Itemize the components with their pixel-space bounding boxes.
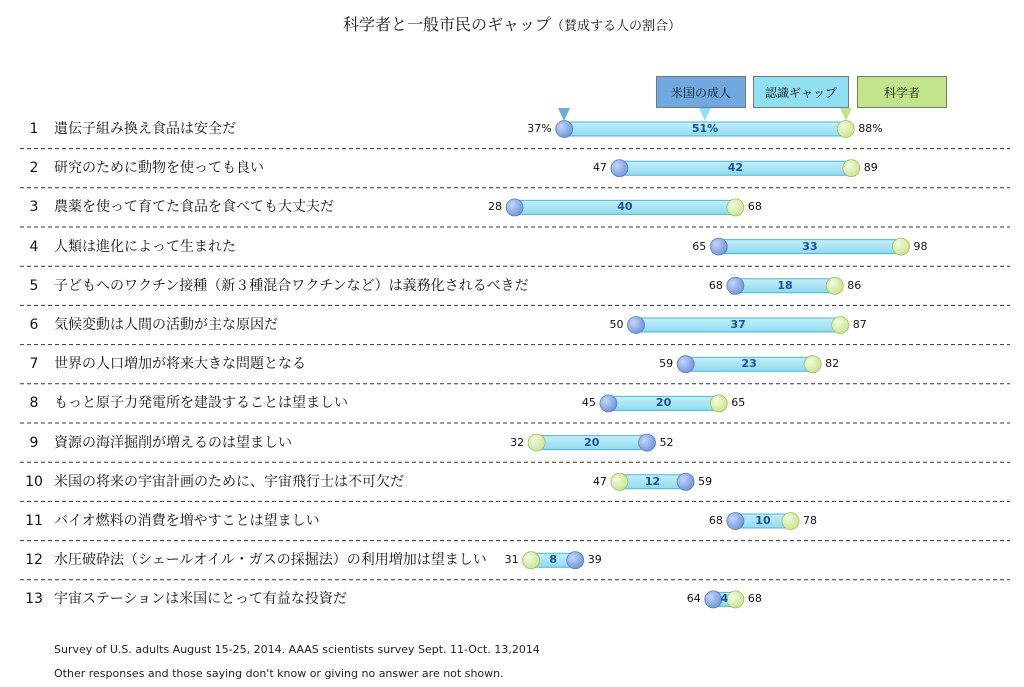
row-label: 宇宙ステーションは米国にとって有益な投資だ xyxy=(54,591,347,608)
gap-value-label: 33 xyxy=(802,239,818,253)
scientist-value-label: 86 xyxy=(847,278,862,292)
row-label: 資源の海洋掘削が増えるのは望ましい xyxy=(54,434,292,451)
row-number: 10 xyxy=(25,473,43,490)
gap-value-label: 8 xyxy=(549,553,558,567)
row-label: 研究のために動物を使っても良い xyxy=(54,160,264,177)
public-value-label: 52 xyxy=(659,435,674,449)
gap-value-label: 18 xyxy=(777,278,793,292)
legend-public: 米国の成人 xyxy=(656,76,746,108)
gap-value-label: 23 xyxy=(741,357,757,371)
row-number: 8 xyxy=(29,395,39,412)
row-number: 9 xyxy=(29,434,39,451)
row-number: 13 xyxy=(25,591,43,608)
scientist-value-label: 88% xyxy=(858,122,883,135)
public-value-label: 68 xyxy=(708,514,723,527)
legend-gap: 認識ギャップ xyxy=(753,76,849,108)
public-value-label: 68 xyxy=(708,278,723,292)
row-label: もっと原子力発電所を建設することは望ましい xyxy=(54,395,348,412)
public-value-label: 28 xyxy=(488,200,503,214)
row-number: 4 xyxy=(29,238,39,255)
row-label: 人類は進化によって生まれた xyxy=(54,238,236,255)
chart-title-main: 科学者と一般市民のギャップ xyxy=(342,15,551,34)
legend-scientists: 科学者 xyxy=(857,76,947,108)
public-value-label: 59 xyxy=(659,357,674,371)
gap-value-label: 51% xyxy=(691,122,719,135)
scientist-value-label: 68 xyxy=(747,200,762,214)
gap-value-label: 12 xyxy=(644,474,661,488)
row-label: バイオ燃料の消費を増やすことは望ましい xyxy=(54,513,320,529)
public-value-label: 50 xyxy=(609,318,624,331)
gap-value-label: 40 xyxy=(617,200,633,214)
row-number: 11 xyxy=(25,513,43,529)
scientist-value-label: 78 xyxy=(803,514,818,527)
public-value-label: 39 xyxy=(587,553,602,567)
public-value-label: 37% xyxy=(527,122,552,135)
gap-value-label: 20 xyxy=(584,435,600,449)
scientist-value-label: 68 xyxy=(747,592,762,606)
public-value-label: 45 xyxy=(581,396,596,410)
public-value-label: 47 xyxy=(592,161,607,175)
footnote-note: Other responses and those saying don't know or giving no answer are not shown. xyxy=(54,667,504,680)
row-number: 5 xyxy=(29,277,39,294)
row-number: 2 xyxy=(29,160,39,177)
chart-title-sub: （賛成する人の割合） xyxy=(551,19,682,34)
row-number: 12 xyxy=(25,552,43,569)
row-number: 1 xyxy=(29,121,39,137)
public-value-label: 59 xyxy=(698,474,713,488)
scientist-value-label: 65 xyxy=(731,396,746,410)
scientist-value-label: 89 xyxy=(863,161,878,175)
row-number: 6 xyxy=(29,317,39,333)
gap-value-label: 20 xyxy=(655,396,672,410)
row-label: 遺伝子組み換え食品は安全だ xyxy=(54,121,236,137)
gap-value-label: 10 xyxy=(755,514,771,527)
scientist-value-label: 47 xyxy=(592,474,607,488)
row-label: 気候変動は人間の活動が主な原因だ xyxy=(54,317,278,333)
public-value-label: 65 xyxy=(692,239,707,253)
scientist-value-label: 82 xyxy=(825,357,840,371)
row-label: 農薬を使って育てた食品を食べても大丈夫だ xyxy=(54,199,334,216)
scientist-value-label: 87 xyxy=(852,318,867,331)
scientist-value-label: 98 xyxy=(913,239,928,253)
footnote-survey: Survey of U.S. adults August 15-25, 2014. AAAS scientists survey Sept. 11-Oct. 13,2014 xyxy=(54,643,540,656)
row-label: 子どもへのワクチン接種（新３種混合ワクチンなど）は義務化されるべきだ xyxy=(54,277,529,294)
gap-value-label: 37 xyxy=(730,318,746,331)
row-label: 世界の人口増加が将来大きな問題となる xyxy=(54,356,306,373)
row-label: 水圧破砕法（シェールオイル・ガスの採掘法）の利用増加は望ましい xyxy=(54,552,487,569)
row-number: 3 xyxy=(29,199,39,216)
scientist-value-label: 32 xyxy=(510,435,525,449)
scientist-value-label: 31 xyxy=(504,553,519,567)
public-value-label: 64 xyxy=(686,592,701,606)
gap-value-label: 42 xyxy=(727,161,743,175)
row-number: 7 xyxy=(29,356,39,373)
gap-value-label: 4 xyxy=(720,592,729,606)
row-label: 米国の将来の宇宙計画のために、宇宙飛行士は不可欠だ xyxy=(54,473,404,490)
